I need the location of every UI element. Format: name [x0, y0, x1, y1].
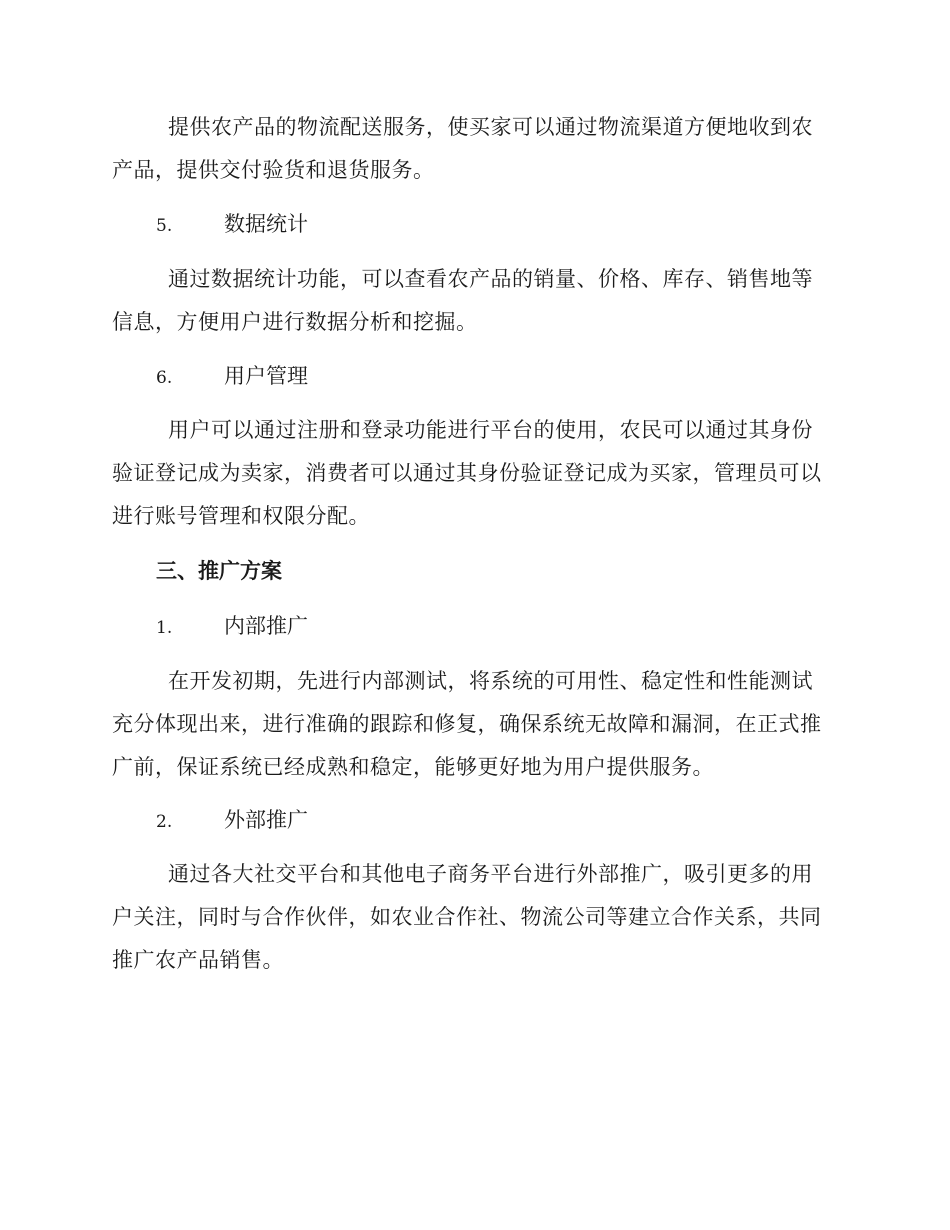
paragraph-data-statistics: 通过数据统计功能，可以查看农产品的销量、价格、库存、销售地等信息，方便用户进行数据分析和挖掘。	[112, 267, 813, 334]
list-item-data-statistics	[156, 209, 308, 241]
list-item-number: 5.	[156, 216, 173, 236]
list-item-user-management	[156, 361, 308, 393]
list-item-label: 外部推广	[224, 808, 308, 832]
list-item-label: 内部推广	[224, 614, 308, 638]
paragraph-internal-promotion: 在开发初期，先进行内部测试，将系统的可用性、稳定性和性能测试充分体现出来，进行准确的跟踪和修复，确保系统无故障和漏洞，在正式推广前，保证系统已经成熟和稳定，能够更好地为用户提供服务。	[112, 669, 822, 779]
list-item-label: 用户管理	[224, 364, 308, 388]
list-item-external-promotion	[156, 805, 308, 837]
list-item-number: 1.	[156, 618, 173, 638]
paragraph-external-promotion: 通过各大社交平台和其他电子商务平台进行外部推广，吸引更多的用户关注，同时与合作伙伴，如农业合作社、物流公司等建立合作关系，共同推广农产品销售。	[112, 862, 822, 972]
list-item-internal-promotion	[156, 611, 308, 643]
list-item-number: 6.	[156, 368, 173, 388]
paragraph-user-management: 用户可以通过注册和登录功能进行平台的使用，农民可以通过其身份验证登记成为卖家，消费者可以通过其身份验证登记成为买家，管理员可以进行账号管理和权限分配。	[112, 418, 822, 528]
section-heading-promotion: 三、推广方案	[156, 559, 282, 583]
paragraph-logistics: 提供农产品的物流配送服务，使买家可以通过物流渠道方便地收到农产品，提供交付验货和退货服务。	[112, 115, 813, 182]
list-item-label: 数据统计	[224, 212, 308, 236]
list-item-number: 2.	[156, 812, 173, 832]
